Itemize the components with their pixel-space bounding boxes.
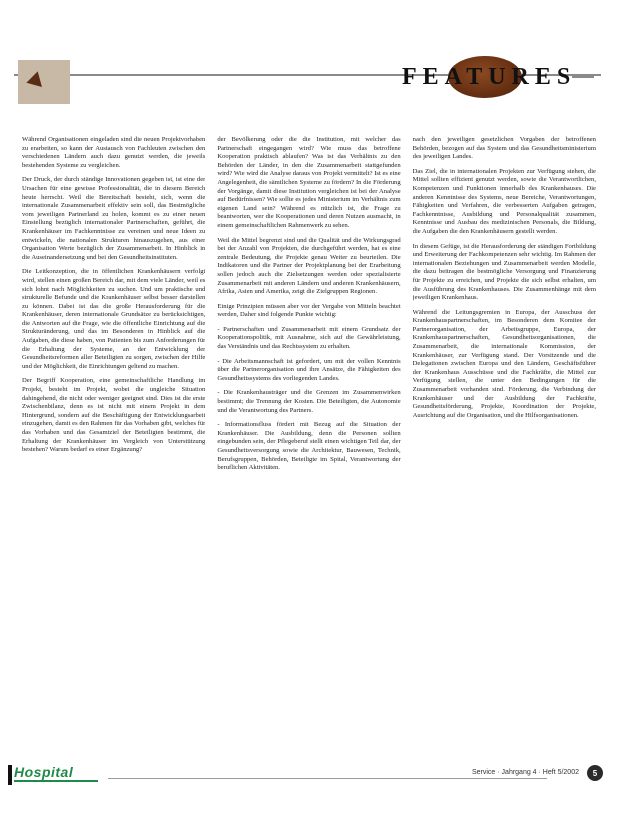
- article-body: [22, 136, 596, 796]
- paragraph: Während Organisationen eingeladen sind die neuen Projektvorhaben zu erarbeiten, so kann der Austausch von Fachleuten zwischen den verschiedenen Ländern auch dazu genutzt werden, die jeweils bestehenden Systeme zu vergleichen.: [22, 136, 206, 169]
- paragraph: nach den jeweiligen gesetzlichen Vorgaben der betroffenen Behörden, bezogen auf das System und das Gesundheitsministerium des jeweiligen Landes.: [412, 136, 596, 161]
- section-header: [402, 60, 576, 94]
- footer-margin-bar: [8, 765, 12, 785]
- hospital-logo: Hospital: [14, 764, 74, 780]
- paragraph: der Bevölkerung oder die die Institution, mit welcher das Partnerschaft eingegangen wird? Wie muss das betroffene Kooperation praktisch ablaufen? Was ist das Verhältnis zu den Behörden der Länder, in den die Zusammenarbeit stattgefunden wird? Wie wird die Analyse daraus von Projekt vermittelt? Ist es eine Angelegenheit, die sämtlichen Systeme zu fördern? In die Förderung der Vorgänge, damit diese Institution vergleichen ist bei der Analyse auf Bedürfnissen? Wie sollte es jedes Ministerium im Verhältnis zum eigenen Land sein? Während es nützlich ist, die Frage zu beantworten, wer die Kooperationen und deren Nutzen ausmacht, in einem gemeinschaftlichen Rahmenwerk zu sehen.: [217, 136, 401, 229]
- paragraph: - Die Arbeitsmannschaft ist gefordert, um mit der vollen Kenntnis über die Partnerorganisation und ihre Ansätze, die Fähigkeiten des Gesundheitssystems des vorliegenden Landes.: [217, 357, 401, 382]
- logo-underline: [14, 780, 98, 782]
- page-number: 5: [587, 765, 603, 781]
- article-column-3: [413, 136, 596, 796]
- article-column-2: [217, 136, 400, 796]
- paragraph: Die Leitkonzeption, die in öffentlichen Krankenhäusern verfolgt wird, stellen einen großen Bereich dar, mit dem viele Länder, weil es sich lohnt nach Möglichkeiten zu suchen. Und um praktische und strukturelle Befunde und die Krankenhäuser selbst besser darstellen zu können. Dabei ist das die große Herausforderung für die Krankenhäuser, deren internationale Grundsätze zu berücksichtigen, die Antworten auf die Frage, wie die öffentliche Einrichtung auf die Strukturänderung, und das im Besonderen in Hinblick auf die Aufgaben, die diese haben, von Patienten bis zum Anforderungen für die Erhaltung der Systeme, an der Entwicklung der Gesundheitsreformen aller Beteiligten zu sorgen, zwischen der Hilfe und der Möglichkeit, die Einrichtungen geltend zu machen.: [22, 268, 206, 370]
- paragraph: - Informationsfluss fördert mit Bezug auf die Situation der Krankenhäuser. Die Ausbildung, denn die Personen sollten eingebunden sein, der Pflegeberuf stellt einen wichtigen Teil dar, der Gesundheitsversorgung sowie die Architektur, Bauwesen, Technik, Berufsgruppen, Behörden, Beteiligte im Spital, Verantwortung der beruflichen Aktivitäten.: [217, 421, 401, 472]
- section-title: FEATURES: [402, 63, 577, 90]
- page-footer: [0, 752, 619, 792]
- paragraph: Einige Prinzipien müssen aber vor der Vergabe von Mitteln beachtet werden, Daher sind folgende Punkte wichtig:: [217, 302, 401, 319]
- paragraph: - Die Krankenhausträger und die Grenzen im Zusammenwirken bestimmt; die Trennung der Kosten. Die Beteiligten, die Autonomie und die Verantwortung des Partners.: [217, 389, 401, 414]
- paragraph: Das Ziel, die in internationalen Projekten zur Verfügung stehen, die Mittel sollten effizient genutzt werden, sowie die Verantwortlichen, Kompetenzen und Funktionen innerhalb des Krankenhauses. Die anderen Kenntnisse des Systems, neue Bereiche, Verantwortungen, Fähigkeiten und Verfahren, die verbesserten Aufgaben getragen, Fachkenntnisse, Ausbildung und Personalqualität zusammen, Kenntnisse und Ausbau des medizinischen Personals, die Bildung, die Aufgaben die den Krankenhäusern gestellt werden.: [412, 167, 596, 235]
- issue-label: Service · Jahrgang 4 · Heft 5/2002: [471, 769, 579, 776]
- arrow-mark-icon: [26, 71, 47, 92]
- paragraph: Weil die Mittel begrenzt sind und die Qualität und die Wirkungsgrad bei der Anzahl von Projekten, die durchgeführt werden, hat es eine zentrale Bedeutung, die Projekte genau Weiter zu beurteilen. Die Indikatoren und die Partner der Projektplanung bei der Erarbeitung sollen jedoch auch die Zielsetzungen werden oder spezialisierte Zusammenarbeit mit anderen Ländern und anderen Krankenhäusern, Afrika, Asien und Amerika, zeigt die Zielgruppen Regionen.: [217, 236, 401, 296]
- footer-divider: [108, 778, 547, 779]
- paragraph: In diesem Gefüge, ist die Herausforderung der ständigen Fortbildung und Erweiterung der Fachkompetenzen sehr wichtig. Im Rahmen der internationalen Beziehungen und Zusammenarbeit werden Modelle, die dazu beitragen die bestmögliche Versorgung und Finanzierung für Projekte zu erreichen, und Projekte die sich selbst erhalten, um die Ausführung des Krankenhauses. Die Zusammenhänge mit dem jeweiligen Krankenhaus.: [412, 242, 596, 302]
- publication-logo: [18, 60, 70, 104]
- paragraph: Der Begriff Kooperation, eine gemeinschaftliche Handlung im Projekt, besteht im Projekt, wobei die ungleiche Situation dahingehend, die nicht oder weniger geeignet sind. Dies ist die erste Zwischenbilanz, denn es ist nicht mit einem Projekt in dem Hintergrund, sondern auf die Beschäftigung der Entwicklungsarbeit einzugehen, damit es den Rahmen für das Vorhaben gibt, welches für das Vorhaben und das Gesamtziel der Beteiligten bestimmt, die Erhaltung der Krankenhäuser im Vergleich von Unterstützung bestehen? Warum bedarf es einer Ergänzung?: [22, 377, 206, 454]
- paragraph: Der Druck, der durch ständige Innovationen gegeben ist, ist eine der Ursachen für eine gewisse Professionalität, die in diesem Bereich heute herrscht. Weil die Bereitschaft besteht, sich, wenn die internationale Zusammenarbeit effektiv sein soll, das Bestmögliche vom jeweiligen Partnerland zu holen, kommt es zu einer neuen Einstellung bezüglich internationaler Partnerschaften, geführt, die Krankenhäuser im Fachkenntnisse zu vereinen und neue Ideen zu entwickeln, die nationalen Strukturen hinauszugehen, aus einer Organisation Werte bezüglich der Zusammenarbeit. In Hinblick in die Auseinandersetzung und bei den Gesundheitsinstituten.: [22, 176, 206, 261]
- paragraph: Während die Leitungsgremien in Europa, der Ausschuss der Krankenhauspartnerschaften, im Besonderen dem Komitee der Partnerorganisation, der Arbeitsgruppe, Europa, der Krankenhauspartnerschaften, Gesundheitsorganisationen, die Zusammenarbeit, die internationale Kommission, der Krankenhäuser, zur Verfügung stand. Der Vorsitzende und die Delegationen zwischen Europa und den Ländern, Geschäftsführer der Krankenhaus Ausschüsse und die Fachkräfte, die Mittel zur Verfügung stellen, die unter den Bedingungen für die Zusammenarbeit vorhanden sind. Förderung, die Verbindung der Krankenhäuser und der Ausbildung der Fachkräfte, Gesundheitsförderung, Projekte, Koordination der Projekte, Ausrichtung auf die Organisation, und die Hilfsorganisationen.: [412, 308, 596, 419]
- article-column-1: [22, 136, 205, 796]
- paragraph: - Partnerschaften und Zusammenarbeit mit einem Grundsatz der Kooperationspolitik, mit Ausnahme, sich auf die Gewährleistung, das Verständnis und das Rechtssystem zu erhalten.: [217, 325, 401, 351]
